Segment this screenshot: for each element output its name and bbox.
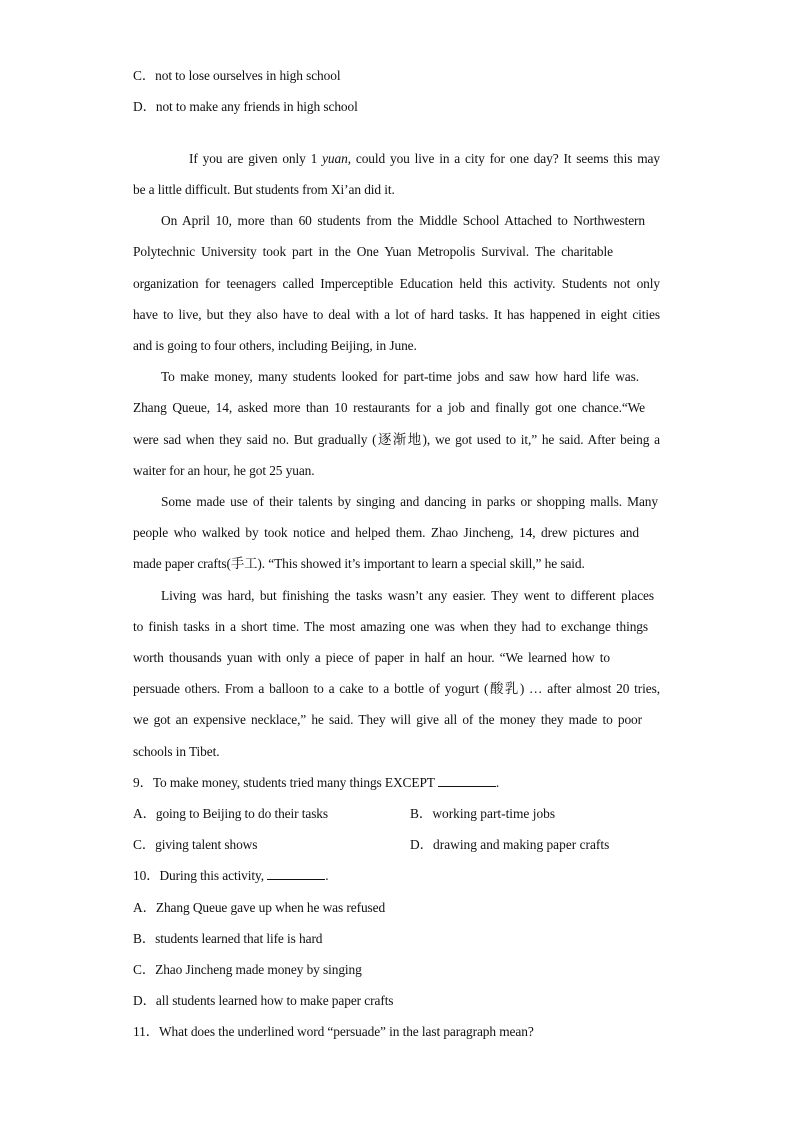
passage-p3-line3: were sad when they said no. But gradually (逐渐地), we got used to it,” he said. After being a — [133, 432, 660, 447]
passage-p5-line2: to finish tasks in a short time. The most amazing one was when they had to exchange things — [133, 619, 648, 634]
passage-p1-line2: be a little difficult. But students from Xi’an did it. — [133, 182, 395, 197]
passage-p2-line3: organization for teenagers called Imperceptible Education held this activity. Students not only — [133, 276, 660, 291]
passage-p4-line2: people who walked by took notice and helped them. Zhao Jincheng, 14, drew pictures and — [133, 525, 639, 540]
question-10-stem: 10．During this activity, . — [133, 868, 329, 883]
question-9-option-c: C．giving talent shows — [133, 837, 258, 852]
question-10-option-b: B．students learned that life is hard — [133, 931, 323, 946]
passage-p5-line3: worth thousands yuan with only a piece of paper in half an hour. “We learned how to — [133, 650, 610, 665]
question-10-option-a: A．Zhang Queue gave up when he was refused — [133, 900, 386, 915]
answer-blank — [267, 867, 325, 880]
question-11-stem: 11．What does the underlined word “persuade” in the last paragraph mean? — [133, 1024, 534, 1039]
passage-p2-line1: On April 10, more than 60 students from the Middle School Attached to Northwestern — [161, 213, 645, 228]
passage-p5-line5: we got an expensive necklace,” he said. They will give all of the money they made to poor — [133, 712, 642, 727]
answer-blank — [438, 774, 496, 787]
question-9-option-d: D．drawing and making paper crafts — [410, 837, 610, 852]
passage-p1-line1: If you are given only 1 yuan, could you live in a city for one day? It seems this may — [189, 151, 660, 166]
passage-p3-line4: waiter for an hour, he got 25 yuan. — [133, 463, 315, 478]
passage-p5-line1: Living was hard, but finishing the tasks wasn’t any easier. They went to different places — [161, 588, 654, 603]
passage-p3-line1: To make money, many students looked for part-time jobs and saw how hard life was. — [161, 369, 639, 384]
passage-p2-line2: Polytechnic University took part in the One Yuan Metropolis Survival. The charitable — [133, 244, 613, 259]
passage-p5-line6: schools in Tibet. — [133, 744, 220, 759]
passage-p2-line5: and is going to four others, including Beijing, in June. — [133, 338, 417, 353]
passage-p3-line2: Zhang Queue, 14, asked more than 10 restaurants for a job and finally got one chance.“We — [133, 400, 645, 415]
underlined-word-persuade: persuade — [133, 681, 180, 696]
question-9-option-b: B．working part-time jobs — [410, 806, 556, 821]
question-10-option-c: C．Zhao Jincheng made money by singing — [133, 962, 362, 977]
option-c-prev: C．not to lose ourselves in high school — [133, 68, 341, 83]
passage-p4-line3: made paper crafts(手工). “This showed it’s important to learn a special skill,” he said. — [133, 556, 585, 571]
question-9-stem: 9．To make money, students tried many things EXCEPT . — [133, 775, 500, 790]
passage-p4-line1: Some made use of their talents by singing and dancing in parks or shopping malls. Many — [161, 494, 658, 509]
question-9-option-a: A．going to Beijing to do their tasks — [133, 806, 329, 821]
passage-p2-line4: have to live, but they also have to deal with a lot of hard tasks. It has happened in eight cities — [133, 307, 660, 322]
question-10-option-d: D．all students learned how to make paper crafts — [133, 993, 394, 1008]
passage-p5-line4: persuade others. From a balloon to a cake to a bottle of yogurt (酸乳) … after almost 20 tries, — [133, 681, 660, 696]
option-d-prev: D．not to make any friends in high school — [133, 99, 358, 114]
